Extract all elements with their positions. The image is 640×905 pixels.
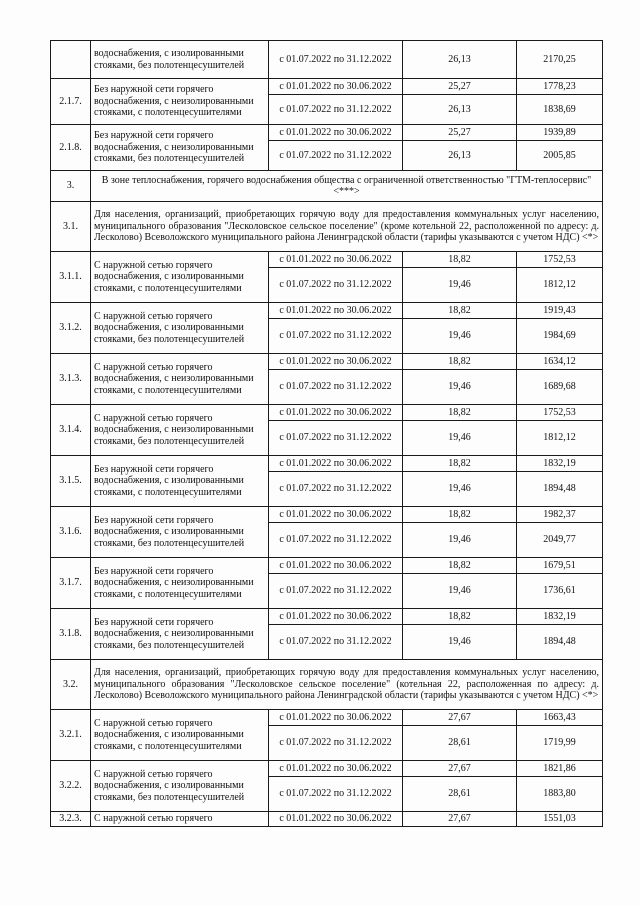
table-row-continuation	[51, 41, 603, 79]
row-number: 3.1.6.	[51, 507, 91, 558]
subsection-number: 3.2.	[51, 660, 91, 710]
table-row	[51, 456, 603, 472]
table-row	[51, 354, 603, 370]
row-period: с 01.01.2022 по 30.06.2022	[269, 710, 403, 726]
row-value-1: 19,46	[403, 523, 517, 558]
row-value-2: 1752,53	[517, 405, 603, 421]
row-description: С наружной сетью горячего водоснабжения, с неизолированными стояками, без полотенцесушителей	[91, 405, 269, 456]
row-description: водоснабжения, с изолированными стояками, без полотенцесушителей	[91, 41, 269, 79]
row-number: 3.2.2.	[51, 761, 91, 812]
row-period: с 01.01.2022 по 30.06.2022	[269, 761, 403, 777]
row-period: с 01.07.2022 по 31.12.2022	[269, 421, 403, 456]
row-value-2: 1752,53	[517, 252, 603, 268]
row-period: с 01.01.2022 по 30.06.2022	[269, 558, 403, 574]
row-value-2: 1832,19	[517, 456, 603, 472]
row-period: с 01.07.2022 по 31.12.2022	[269, 726, 403, 761]
row-value-1: 19,46	[403, 319, 517, 354]
subsection-heading: Для населения, организаций, приобретающих горячую воду для предоставления коммунальных услуг населению, муниципального образования "Лесколовское сельское поселение" (кроме котельной 22, расположенной по адресу: д. Лесколово) Всеволожского муниципального района Ленинградской области (тарифы указываются с учетом НДС) <*>	[91, 202, 603, 252]
subsection-heading: Для населения, организаций, приобретающих горячую воду для предоставления коммунальных услуг населению, муниципального образования "Лесколовское сельское поселение" (котельная 22, расположенная по адресу: д. Лесколово) Всеволожского муниципального района Ленинградской области (тарифы указываются с учетом НДС) <*>	[91, 660, 603, 710]
table-row	[51, 761, 603, 777]
row-value-1: 18,82	[403, 609, 517, 625]
row-value-2: 1838,69	[517, 95, 603, 125]
row-value-2: 1719,99	[517, 726, 603, 761]
row-value-2: 1778,23	[517, 79, 603, 95]
row-value-1: 27,67	[403, 761, 517, 777]
row-period: с 01.01.2022 по 30.06.2022	[269, 609, 403, 625]
table-row	[51, 79, 603, 95]
row-description: Без наружной сети горячего водоснабжения, с неизолированными стояками, с полотенцесушителями	[91, 79, 269, 125]
row-value-1: 18,82	[403, 303, 517, 319]
row-number: 3.1.4.	[51, 405, 91, 456]
row-period: с 01.07.2022 по 31.12.2022	[269, 777, 403, 812]
row-period: с 01.01.2022 по 30.06.2022	[269, 812, 403, 827]
table-row	[51, 303, 603, 319]
row-description: С наружной сетью горячего водоснабжения, с изолированными стояками, без полотенцесушителей	[91, 761, 269, 812]
row-value-1: 19,46	[403, 370, 517, 405]
row-value-1: 25,27	[403, 125, 517, 141]
row-description: С наружной сетью горячего водоснабжения, с изолированными стояками, без полотенцесушителей	[91, 303, 269, 354]
row-period: с 01.01.2022 по 30.06.2022	[269, 252, 403, 268]
row-period: с 01.07.2022 по 31.12.2022	[269, 523, 403, 558]
row-value-2: 2170,25	[517, 41, 603, 79]
row-period: с 01.01.2022 по 30.06.2022	[269, 405, 403, 421]
row-value-1: 26,13	[403, 41, 517, 79]
row-value-2: 1982,37	[517, 507, 603, 523]
row-period: с 01.07.2022 по 31.12.2022	[269, 268, 403, 303]
row-value-2: 1919,43	[517, 303, 603, 319]
row-value-2: 2049,77	[517, 523, 603, 558]
row-number: 3.2.3.	[51, 812, 91, 827]
row-value-2: 1689,68	[517, 370, 603, 405]
row-number	[51, 41, 91, 79]
row-description: Без наружной сети горячего водоснабжения, с неизолированными стояками, без полотенцесушителей	[91, 609, 269, 660]
row-period: с 01.01.2022 по 30.06.2022	[269, 303, 403, 319]
row-value-1: 18,82	[403, 354, 517, 370]
table-row	[51, 252, 603, 268]
row-value-2: 1812,12	[517, 268, 603, 303]
row-value-2: 1939,89	[517, 125, 603, 141]
row-value-1: 18,82	[403, 456, 517, 472]
row-value-2: 1894,48	[517, 625, 603, 660]
row-value-1: 18,82	[403, 558, 517, 574]
row-period: с 01.07.2022 по 31.12.2022	[269, 625, 403, 660]
row-value-1: 19,46	[403, 625, 517, 660]
row-value-2: 1894,48	[517, 472, 603, 507]
row-value-1: 26,13	[403, 141, 517, 171]
row-value-2: 2005,85	[517, 141, 603, 171]
row-period: с 01.01.2022 по 30.06.2022	[269, 79, 403, 95]
row-value-1: 25,27	[403, 79, 517, 95]
row-period: с 01.07.2022 по 31.12.2022	[269, 472, 403, 507]
row-number: 3.2.1.	[51, 710, 91, 761]
row-period: с 01.01.2022 по 30.06.2022	[269, 354, 403, 370]
section-number: 3.	[51, 171, 91, 202]
row-description: С наружной сетью горячего водоснабжения, с изолированными стояками, с полотенцесушителями	[91, 710, 269, 761]
row-value-2: 1679,51	[517, 558, 603, 574]
row-period: с 01.01.2022 по 30.06.2022	[269, 456, 403, 472]
row-period: с 01.01.2022 по 30.06.2022	[269, 125, 403, 141]
section-heading: В зоне теплоснабжения, горячего водоснабжения общества с ограниченной ответственностью "ГТМ-теплосервис" <***>	[91, 171, 603, 202]
row-value-2: 1832,19	[517, 609, 603, 625]
row-value-1: 19,46	[403, 421, 517, 456]
row-value-2: 1883,80	[517, 777, 603, 812]
row-value-1: 19,46	[403, 268, 517, 303]
row-value-2: 1821,86	[517, 761, 603, 777]
row-value-2: 1736,61	[517, 574, 603, 609]
table-row	[51, 507, 603, 523]
subsection-number: 3.1.	[51, 202, 91, 252]
row-period: с 01.07.2022 по 31.12.2022	[269, 95, 403, 125]
table-row	[51, 125, 603, 141]
row-value-1: 27,67	[403, 710, 517, 726]
row-description: С наружной сетью горячего водоснабжения, с неизолированными стояками, с полотенцесушителями	[91, 354, 269, 405]
row-value-1: 28,61	[403, 777, 517, 812]
row-number: 3.1.8.	[51, 609, 91, 660]
row-value-2: 1551,03	[517, 812, 603, 827]
row-value-2: 1984,69	[517, 319, 603, 354]
row-value-1: 19,46	[403, 472, 517, 507]
row-number: 3.1.1.	[51, 252, 91, 303]
row-value-1: 19,46	[403, 574, 517, 609]
row-value-1: 28,61	[403, 726, 517, 761]
row-value-2: 1663,43	[517, 710, 603, 726]
row-period: с 01.07.2022 по 31.12.2022	[269, 41, 403, 79]
row-period: с 01.07.2022 по 31.12.2022	[269, 370, 403, 405]
row-value-2: 1634,12	[517, 354, 603, 370]
row-number: 2.1.7.	[51, 79, 91, 125]
row-number: 3.1.7.	[51, 558, 91, 609]
row-period: с 01.01.2022 по 30.06.2022	[269, 507, 403, 523]
table-row	[51, 558, 603, 574]
row-number: 3.1.5.	[51, 456, 91, 507]
row-description: С наружной сетью горячего водоснабжения, с изолированными стояками, с полотенцесушителями	[91, 252, 269, 303]
row-description: Без наружной сети горячего водоснабжения, с изолированными стояками, без полотенцесушителей	[91, 507, 269, 558]
row-value-1: 18,82	[403, 507, 517, 523]
row-value-1: 26,13	[403, 95, 517, 125]
table-row	[51, 710, 603, 726]
tariff-table	[50, 40, 603, 827]
row-period: с 01.07.2022 по 31.12.2022	[269, 319, 403, 354]
row-number: 3.1.2.	[51, 303, 91, 354]
row-period: с 01.07.2022 по 31.12.2022	[269, 574, 403, 609]
row-value-1: 18,82	[403, 252, 517, 268]
table-row-partial	[51, 812, 603, 827]
row-period: с 01.07.2022 по 31.12.2022	[269, 141, 403, 171]
table-row	[51, 609, 603, 625]
row-value-1: 27,67	[403, 812, 517, 827]
row-number: 2.1.8.	[51, 125, 91, 171]
row-number: 3.1.3.	[51, 354, 91, 405]
row-value-1: 18,82	[403, 405, 517, 421]
section-row	[51, 171, 603, 202]
row-description: Без наружной сети горячего водоснабжения, с неизолированными стояками, с полотенцесушителями	[91, 558, 269, 609]
subsection-row	[51, 660, 603, 710]
subsection-row	[51, 202, 603, 252]
row-description: Без наружной сети горячего водоснабжения, с неизолированными стояками, без полотенцесушителей	[91, 125, 269, 171]
row-description: С наружной сетью горячего	[91, 812, 269, 827]
row-value-2: 1812,12	[517, 421, 603, 456]
row-description: Без наружной сети горячего водоснабжения, с изолированными стояками, с полотенцесушителями	[91, 456, 269, 507]
table-row	[51, 405, 603, 421]
